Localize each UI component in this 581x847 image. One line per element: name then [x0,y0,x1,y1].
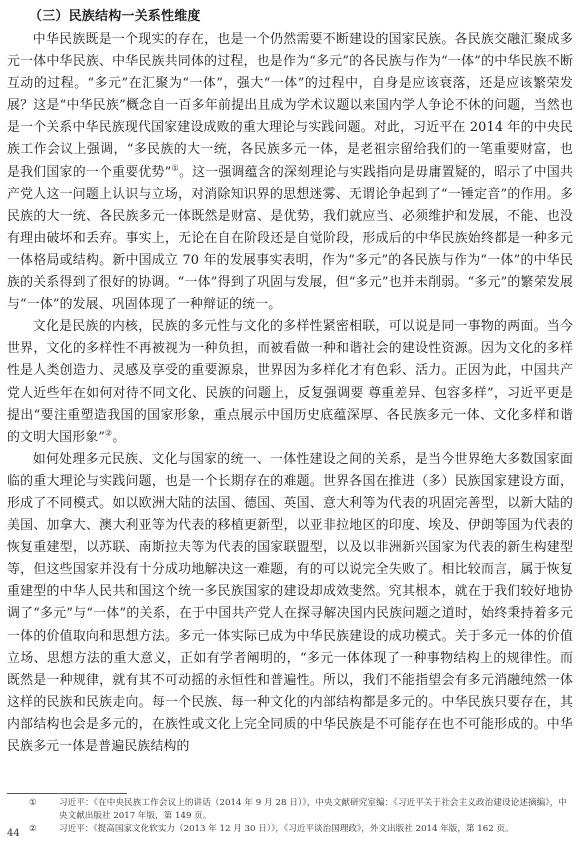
footnote-2 [7,823,567,836]
footnote-1-mark: ① [29,798,37,808]
paragraph-1-text-a: 中华民族既是一个现实的存在，也是一个仍然需要不断建设的国家民族。各民族交融汇聚成多元一体中华民族、中华民族共同体的过程，也是作为“多元”的各民族与作为“一体”的中华民族不断互动的过程。“多元”在汇聚为“一体”，强大“一体”的过程中，自身是应该衰落，还是应该繁荣发展？这是“中华民族”概念自一百多年前提出且成为学术议题以来国内学人争论不休的问题，当然也是一个关系中华民族现代国家建设成败的重大理论与实践问题。对此，习近平在 2014 年的中央民族工作会议上强调，“多民族的大一统，各民族多元一体，是老祖宗留给我们的一笔重要财富，也是我们国家的一个重要优势” [7,32,573,180]
footnote-ref-2[interactable]: ② [105,428,113,438]
footnote-1 [7,797,567,823]
footnote-divider [7,793,127,794]
paragraph-2-text-a: 文化是民族的内核，民族的多元性与文化的多样性紧密相联，可以说是同一事物的两面。当今世界，文化的多样性不再被视为一种负担，而被看做一种和谐社会的建设性资源。因为文化的多样性是人类创造力、灵感及享受的重要源泉，世界因为多样化才有色彩、活力。正因为此，中国共产党人近些年在如何对待不同文化、民族的问题上，反复强调要 尊重差异、包容多样”，习近平更是提出“要注重塑造我国的国家形象，重点展示中国历史底蕴深厚、各民族多元一体、文化多样和谐的文明大国形象” [7,319,573,445]
paragraph-1 [7,29,573,316]
paragraph-2 [7,316,573,449]
footnotes [7,797,567,836]
footnote-ref-1[interactable]: ① [171,163,179,173]
paragraph-1-text-b: 。这一强调蕴含的深刻理论与实践指向是毋庸置疑的，昭示了中国共产党人这一问题上认识与立场，对消除知识界的思想迷雾、无谓论争起到了“一锤定音”的作用。多民族的大一统、各民族多元一体既然是财富、是优势，我们就应当、必须维护和发展，不能、也没有理由破坏和丢弃。事实上，无论在自在阶段还是自觉阶段，形成后的中华民族始终都是一种多元一体格局或结构。新中国成立 70 年的发展事实表明，作为“多元”的各民族与作为“一体”的中华民族的关系得到了很好的协调。“一体”得到了巩固与发展，但“多元”也并未削弱。“多元”的繁荣发展与“一体”的发展、巩固体现了一种辩证的统一。 [7,164,574,313]
paragraph-3: 如何处理多元民族、文化与国家的统一、一体性建设之间的关系，是当今世界绝大多数国家面临的重大理论与实践问题，也是一个长期存在的难题。世界各国在推进（多）民族国家建设方面，形成了不同模式。如以欧洲大陆的法国、德国、英国、意大利等为代表的巩固完善型，以新大陆的美国、加拿大、澳大利亚等为代表的移植更新型，以亚非拉地区的印度、埃及、伊朗等国为代表的恢复重建型，以苏联、南斯拉夫等为代表的国家联盟型，以及以非洲新兴国家为代表的新生构建型等，但这些国家并没有十分成功地解决这一难题，有的可以说完全失败了。相比较而言，属于恢复重建型的中华人民共和国这个统一多民族国家的建设却成效斐然。究其根本，就在于我们较好地协调了“多元”与“一体”的关系，在于中国共产党人在探寻解决国内民族问题之道时，始终秉持着多元一体的价值取向和思想方法。多元一体实际已成为中华民族建设的成功模式。关于多元一体的价值立场、思想方法的重大意义，正如有学者阐明的，“多元一体体现了一种事物结构上的规律性。而既然是一种规律，就有其不可动摇的永恒性和普遍性。所以，我们不能指望会有多元消融纯然一体这样的民族和民族走向。每一个民族、每一种文化的内部结构都是多元的。中华民族只要存在，其内部结构也会是多元的，在族性或文化上完全同质的中华民族是不可能存在也不可能形成的。中华民族多元一体是普遍民族结构的 [7,451,573,754]
footnote-2-text: 习近平：《提高国家文化软实力（2013 年 12 月 30 日）》，《习近平谈治国理政》，外文出版社 2014 年版，第 162 页。 [59,824,514,834]
footnote-2-mark: ② [29,824,37,834]
page-number: 44 [7,828,20,839]
body-text [7,29,573,758]
paragraph-2-text-b: 。 [112,429,126,445]
section-heading: （三）民族结构一关系性维度 [29,9,201,24]
footnote-1-text: 习近平：《在中央民族工作会议上的讲话（2014 年 9 月 28 日）》，中央文献研究室编：《习近平关于社会主义政治建设论述摘编》，中央文献出版社 2017 年版，第 149 页。 [59,798,567,821]
